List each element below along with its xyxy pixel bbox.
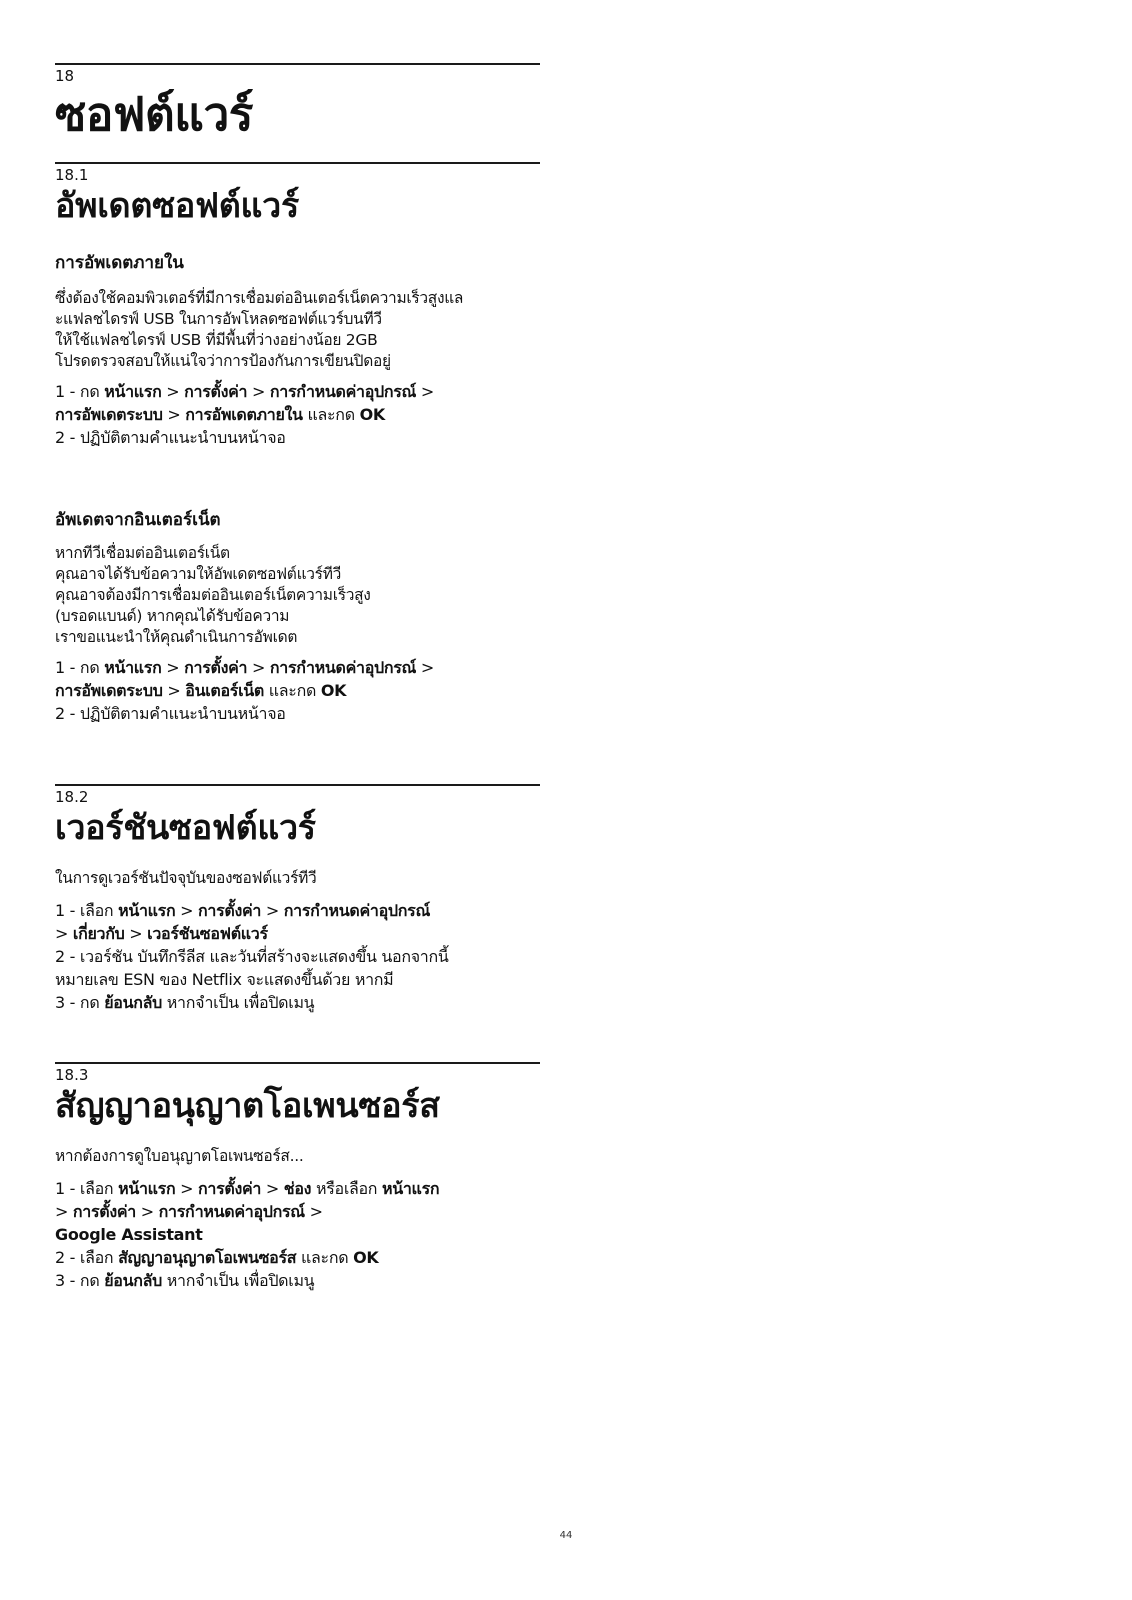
step-1-cont2 [55, 1223, 215, 1246]
step-prefix: 3 - กด [55, 1271, 105, 1290]
menu-settings: การตั้งค่า [72, 1202, 136, 1221]
body-line: เราขอแนะนำให้คุณดำเนินการอัพเดต [55, 628, 298, 646]
separator: > [416, 658, 435, 677]
section-18-2-body [55, 868, 540, 1014]
section-title: อัพเดตซอฟต์แวร์ [55, 186, 299, 226]
body-line: คุณอาจต้องมีการเชื่อมต่ออินเตอร์เน็ตความเร็วสูง [55, 586, 371, 604]
step-1 [55, 656, 540, 679]
menu-device-preferences: การกำหนดค่าอุปกรณ์ [283, 901, 430, 920]
section-title: เวอร์ชันซอฟต์แวร์ [55, 808, 316, 848]
body-line: (บรอดแบนด์) หากคุณได้รับข้อความ [55, 607, 290, 625]
section-number: 18.1 [55, 166, 89, 184]
menu-device-preferences: การกำหนดค่าอุปกรณ์ [269, 658, 417, 677]
menu-home: หน้าแรก [118, 901, 176, 920]
separator: > [261, 1179, 284, 1198]
separator: > [161, 382, 185, 401]
step-prefix: 3 - กด [55, 993, 105, 1012]
page-number: 44 [559, 1530, 573, 1541]
step-suffix: หากจำเป็น เพื่อปิดเมนู [161, 993, 315, 1012]
menu-open-source-licenses: สัญญาอนุญาตโอเพนซอร์ส [118, 1248, 297, 1267]
menu-home: หน้าแรก [104, 382, 162, 401]
menu-system-update: การอัพเดตระบบ [55, 405, 163, 424]
menu-google-assistant: Google Assistant [55, 1225, 203, 1244]
separator: > [55, 924, 73, 943]
step-2: 2 - ปฏิบัติตามคำแนะนำบนหน้าจอ [55, 428, 286, 447]
section-number: 18.3 [55, 1066, 89, 1084]
body-line: ะแฟลชไดรฟ์ USB ในการอัพโหลดซอฟต์แวร์บนทีวี [55, 310, 382, 328]
menu-settings: การตั้งค่า [184, 658, 248, 677]
step-1-cont [55, 403, 540, 426]
separator: > [55, 1202, 73, 1221]
separator: > [135, 1202, 159, 1221]
press-text: และกด [296, 1248, 354, 1267]
section-18-2-header [55, 784, 540, 849]
step-prefix: 2 - เลือก [55, 1248, 119, 1267]
menu-home: หน้าแรก [104, 658, 162, 677]
body-line: ซึ่งต้องใช้คอมพิวเตอร์ที่มีการเชื่อมต่ออินเตอร์เน็ตความเร็วสูงแล [55, 289, 464, 307]
step-2: 2 - ปฏิบัติตามคำแนะนำบนหน้าจอ [55, 704, 286, 723]
body-line: โปรดตรวจสอบให้แน่ใจว่าการป้องกันการเขียนปิดอยู่ [55, 352, 391, 370]
intro-text: ในการดูเวอร์ชันปัจจุบันของซอฟต์แวร์ทีวี [55, 869, 317, 887]
step-2-cont: หมายเลข ESN ของ Netflix จะแสดงขึ้นด้วย หากมี [55, 970, 394, 989]
subsection-heading: อัพเดตจากอินเตอร์เน็ต [55, 510, 221, 530]
step-suffix: หากจำเป็น เพื่อปิดเมนู [161, 1271, 315, 1290]
ok-key: OK [320, 681, 347, 700]
chapter-number: 18 [55, 67, 75, 85]
section-rule [55, 162, 540, 164]
separator: > [261, 901, 284, 920]
back-key: ย้อนกลับ [104, 1271, 162, 1290]
step-1-cont [55, 679, 540, 702]
subsection-internet-update [55, 509, 540, 725]
separator: > [124, 924, 148, 943]
menu-system-update: การอัพเดตระบบ [55, 681, 163, 700]
separator: > [161, 658, 185, 677]
menu-local-update: การอัพเดตภายใน [185, 405, 303, 424]
separator: > [304, 1202, 323, 1221]
section-number: 18.2 [55, 788, 89, 806]
section-18-1-header [55, 162, 540, 227]
subsection-heading: การอัพเดตภายใน [55, 253, 184, 273]
press-text: และกด [263, 681, 321, 700]
step-prefix: 1 - กด [55, 658, 105, 677]
menu-channel: ช่อง [283, 1179, 312, 1198]
step-2: 2 - เวอร์ชัน บันทึกรีลีส และวันที่สร้างจะแสดงขึ้น นอกจากนี้ [55, 947, 449, 966]
menu-software-version: เวอร์ชันซอฟต์แวร์ [147, 924, 268, 943]
body-line: ให้ใช้แฟลชไดรฟ์ USB ที่มีพื้นที่ว่างอย่างน้อย 2GB [55, 331, 378, 349]
body-line: หากทีวีเชื่อมต่ออินเตอร์เน็ต [55, 544, 230, 562]
intro-text: หากต้องการดูใบอนุญาตโอเพนซอร์ส... [55, 1147, 304, 1165]
menu-home: หน้าแรก [118, 1179, 176, 1198]
section-18-3-body [55, 1146, 540, 1292]
menu-settings: การตั้งค่า [198, 1179, 262, 1198]
section-title: สัญญาอนุญาตโอเพนซอร์ส [55, 1086, 440, 1126]
separator: > [175, 901, 199, 920]
menu-settings: การตั้งค่า [198, 901, 262, 920]
chapter-header [55, 63, 540, 142]
menu-about: เกี่ยวกับ [72, 924, 125, 943]
ok-key: OK [359, 405, 385, 424]
step-1 [55, 899, 540, 922]
chapter-title: ซอฟต์แวร์ [55, 87, 253, 141]
separator: > [247, 658, 270, 677]
menu-home: หน้าแรก [381, 1179, 440, 1198]
menu-settings: การตั้งค่า [184, 382, 248, 401]
step-prefix: 1 - กด [55, 382, 105, 401]
separator: > [162, 681, 186, 700]
menu-device-preferences: การกำหนดค่าอุปกรณ์ [158, 1202, 305, 1221]
step-2 [55, 1246, 540, 1269]
section-rule [55, 784, 540, 786]
separator: > [162, 405, 186, 424]
step-1 [55, 1177, 540, 1200]
press-text: และกด [302, 405, 360, 424]
step-1-cont [55, 1200, 540, 1223]
chapter-rule [55, 63, 540, 65]
or-text: หรือเลือก [311, 1179, 382, 1198]
step-3 [55, 1269, 540, 1292]
ok-key: OK [353, 1248, 379, 1267]
separator: > [175, 1179, 199, 1198]
step-prefix: 1 - เลือก [55, 901, 119, 920]
menu-internet: อินเตอร์เน็ต [185, 681, 264, 700]
separator: > [416, 382, 435, 401]
back-key: ย้อนกลับ [104, 993, 162, 1012]
menu-device-preferences: การกำหนดค่าอุปกรณ์ [269, 382, 417, 401]
step-1 [55, 380, 540, 403]
section-18-3-header [55, 1062, 540, 1127]
body-line: คุณอาจได้รับข้อความให้อัพเดตซอฟต์แวร์ทีวี [55, 565, 342, 583]
step-3 [55, 991, 540, 1014]
subsection-local-update [55, 252, 540, 449]
separator: > [247, 382, 270, 401]
step-prefix: 1 - เลือก [55, 1179, 119, 1198]
section-rule [55, 1062, 540, 1064]
step-1-cont [55, 922, 540, 945]
